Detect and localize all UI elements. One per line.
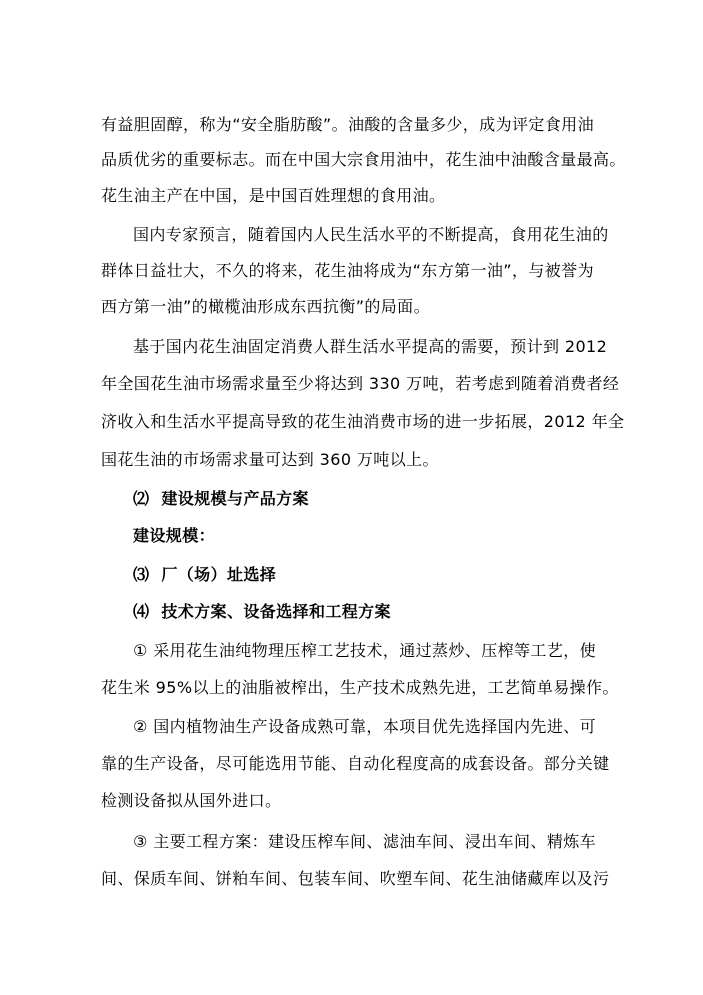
- subheading-construction-scale: 建设规模：: [133, 526, 216, 545]
- body-text-line: 品质优劣的重要标志。而在中国大宗食用油中，花生油中油酸含量最高。: [101, 150, 626, 169]
- section-heading-technical-plan: ⑷ 技术方案、设备选择和工程方案: [133, 602, 391, 621]
- body-text-line: 国内专家预言，随着国内人民生活水平的不断提高，食用花生油的: [133, 225, 609, 244]
- body-text-line: 济收入和生活水平提高导致的花生油消费市场的进一步拓展，2012 年全: [101, 412, 625, 431]
- body-text-line: 年全国花生油市场需求量至少将达到 330 万吨，若考虑到随着消费者经: [101, 374, 620, 393]
- body-text-line: ① 采用花生油纯物理压榨工艺技术，通过蒸炒、压榨等工艺，使: [133, 641, 597, 660]
- section-heading-scale-and-products: ⑵ 建设规模与产品方案: [133, 489, 309, 508]
- body-text-line: 西方第一油”的橄榄油形成东西抗衡”的局面。: [101, 297, 430, 316]
- body-text-line: 靠的生产设备，尽可能选用节能、自动化程度高的成套设备。部分关键: [101, 754, 610, 773]
- body-text-line: 花生油主产在中国，是中国百姓理想的食用油。: [101, 186, 446, 205]
- body-text-line: 有益胆固醇，称为“安全脂肪酸”。油酸的含量多少，成为评定食用油: [101, 115, 594, 134]
- body-text-line: 群体日益壮大，不久的将来，花生油将成为“东方第一油”，与被誉为: [101, 261, 594, 280]
- body-text-line: ③ 主要工程方案：建设压榨车间、滤油车间、浸出车间、精炼车: [133, 832, 597, 851]
- body-text-line: 基于国内花生油固定消费人群生活水平提高的需要，预计到 2012: [133, 337, 608, 356]
- body-text-line: ② 国内植物油生产设备成熟可靠，本项目优先选择国内先进、可: [133, 717, 597, 736]
- body-text-line: 间、保质车间、饼粕车间、包装车间、吹塑车间、花生油储藏库以及污: [101, 869, 610, 888]
- body-text-line: 检测设备拟从国外进口。: [101, 791, 282, 810]
- section-heading-site-selection: ⑶ 厂（场）址选择: [133, 565, 277, 584]
- body-text-line: 花生米 95%以上的油脂被榨出，生产技术成熟先进，工艺简单易操作。: [101, 678, 619, 697]
- body-text-line: 国花生油的市场需求量可达到 360 万吨以上。: [101, 450, 439, 469]
